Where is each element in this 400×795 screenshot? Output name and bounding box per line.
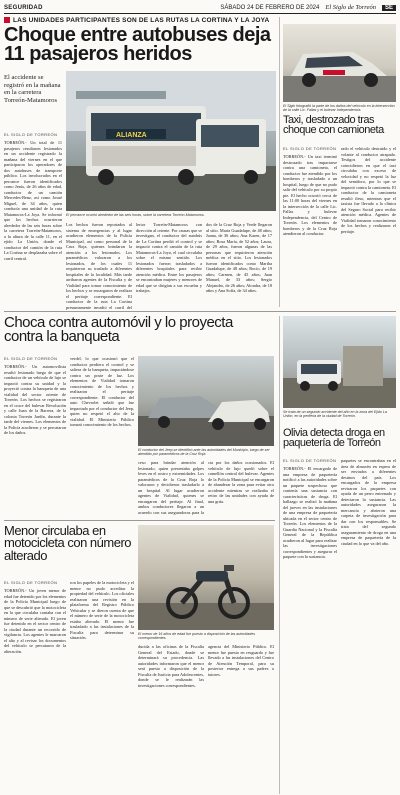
story2-headline: Taxi, destrozado tras choque con camioneta [283, 114, 384, 137]
section-divider-1 [4, 311, 396, 312]
story2-caption: El Siglo fotografió la parte de los daños del vehículo en la intersección de la calle Lic. Fallas y el bulevar Independencia. [283, 104, 395, 113]
story4-col2: paquetes se encontraban en el área de almacén en espera de ser enviados a diferentes destinos del país. Los encargados de la empresa revisaron los paquetes con ayuda de un perro entrenado y detectaron la sustancia. Las autoridades aseguraron la mercancía y abrieron una carpeta de investigación para dar con los responsables. Se trata del segundo aseguramiento de droga en una empresa de paquetería de la ciudad en lo que va del año. [341, 458, 396, 546]
story5-photo [138, 525, 274, 630]
story5-byline: EL SIGLO DE TORREÓN [4, 580, 58, 585]
story5-col1: TORREÓN.- Un joven menor de edad fue detenido por los elementos de la Policía Municipal luego de que se descubrió que la motocicleta en la que circulaba contaba con el número de serie alterado. El joven fue detenido en el sector centro de la ciudad durante un recorrido de vigilancia. Los agentes le marcaron el alto y al revisar los documentos del vehículo se percataron de la alteración. [4, 588, 66, 654]
story5-headline: Menor circulaba en motocicleta con número alterado [4, 523, 132, 563]
page-date: SÁBADO 24 DE FEBRERO DE 2024 [220, 4, 320, 11]
motorcycle-illustration [138, 525, 274, 630]
story2-col2: rado el vehículo destruido y el volante al conductor atrapado. Testigos del accidente coincidieron en que el taxi circulaba con exceso de velocidad y no respetó la luz del semáforo, por lo que se impactó contra la camioneta. El conductor de la camioneta resultó ileso, mientras que el taxista fue llevado a la clínica del Seguro Social para recibir atención médica. Agentes de Vialidad tomaron conocimiento de los hechos y realizaron el peritaje. [341, 146, 396, 234]
story1-col4: dos de la Cruz Roja y Verde llegaron al sitio. María Guadalupe, de 48 años; Juana, de 36 años; Ana Karen, de 17 años; Rosa María, de 52 años; Laura, de 29 años, fueron algunas de las personas que requirieron atención médica en el sitio. Los lesionados fueron identificados como Martha Guadalupe, de 48 años; Rocío, de 19 años; Carmen, de 45 años; Juan Manuel, de 33 años; Sergio Alejandro, de 26 años; Alondra, de 18 años y Ana Sofía, de 34 años. [206, 222, 272, 293]
story2-byline: EL SIGLO DE TORREÓN [283, 146, 337, 151]
car-crash-illustration [138, 356, 274, 446]
story3-headline: Choca contra automóvil y lo proyecta contra la banqueta [4, 314, 233, 346]
story5-caption: El menor de 16 años de edad fue puesto a disposición de las autoridades correspondientes. [138, 632, 256, 641]
story2-photo [283, 24, 396, 102]
story1-photo [66, 71, 276, 211]
edition-badge: SE [382, 5, 396, 11]
section-divider-2 [4, 520, 275, 521]
story4-col1: TORREÓN.- El encargado de una empresa de paquetería notificó a las autoridades sobre un paquete sospechoso que contenía una sustancia con características de droga. El hallazgo se realizó la mañana del jueves en las instalaciones de una empresa de paquetería ubicada en el sector centro de Torreón. Los elementos de la Guardia Nacional y la Fiscalía General de la República acudieron al lugar para realizar las investigaciones correspondientes y asegurar el paquete con la sustancia. [283, 466, 337, 559]
story3-col1: TORREÓN.- Un automovilista resultó lesionado luego de que el conductor de un vehículo de lujo se impactó contra su unidad y la proyectó contra la banqueta de una vialidad del sector oriente de Torreón. Los hechos se registraron en el cruce del bulevar Revolución y calle Juan de la Barrera, de la colonia Torreón Jardín, durante la tarde del viernes. Los elementos de la Policía acudieron y se percataron de los daños. [4, 364, 66, 435]
story4-caption: Se trata de un segundo accidente del año en la zona del Ejido La Unión, en la periferia de la ciudad de Torreón. [283, 410, 387, 419]
bus-sign: ALIANZA [116, 132, 147, 139]
story1-caption: El percance ocurrió alrededor de las seis horas, sobre la carretera Torreón-Matamoros. [66, 213, 205, 217]
story3-caption: El conductor del Jeep se identificó ante las autoridades del Municipio, luego de ser atendido por paramédicos de la Cruz Roja. [138, 448, 270, 457]
story1-col1: TORREÓN.- Un total de 11 pasajeros resultaron lesionados en un accidente registrado la mañana del viernes en el que participaron los operadores de dos autobuses de transporte público. Los involucrados en el percance fueron identificados como Jesús, de 26 años de edad, conductor de un camión Mercedes-Benz, así como Josué Miguel, de 34 años, quien conducía una unidad de la ruta Matamoros-La Joya. Se informó que los hechos ocurrieron alrededor de las seis horas sobre la carretera Torreón-Matamoros, a la altura de la calle 11, en el ejido La Unión, donde el conductor del camión de la ruta La Cortina se desplazaba sobre el carril central. [4, 140, 62, 261]
section-label: SEGURIDAD [4, 4, 43, 11]
taxi-crash-illustration [283, 24, 396, 102]
story3-col4: cia por los daños ocasionados. El vehículo de lujo quedó sobre el camellón central del bulevar. Agentes de la Policía Municipal se encargaron de abanderar la zona para evitar otro accidente mientras se realizaba el retiro de las unidades con ayuda de una grúa. [208, 460, 274, 504]
story3-col2: verdel, lo que ocasionó que el conductor perdiera el control y se saliera de la banqueta, impactándose contra un poste de luz. Los elementos de Vialidad tomaron conocimiento de los hechos y realizaron el peritaje correspondiente. El conductor del auto Chevrolet señaló que fue impactado por el conductor del Jeep, quien no respetó el alto de la vialidad. El Ministerio Público tomará conocimiento de los hechos. [70, 356, 134, 427]
story1-byline: EL SIGLO DE TORREÓN [4, 132, 58, 137]
story4-headline: Olivia detecta droga en paquetería de Torreón [283, 427, 385, 450]
story5-col2: ron los papeles de la motocicleta y el menor no pudo acreditar la propiedad del vehículo. Los oficiales realizaron una revisión en la plataforma del Registro Público Vehicular y se dieron cuenta de que el número de serie de la motocicleta estaba alterado. El menor fue trasladado a las instalaciones de la Fiscalía para determinar su situación. [70, 580, 134, 640]
story5-col4: agencia del Ministerio Público. El menor fue puesto en resguardo y fue llevado a las instalaciones del Centro de Atención Temporal, para su posterior entrega a sus padres o tutores. [208, 644, 274, 677]
kicker-marker [4, 17, 10, 23]
page-header [4, 2, 396, 14]
story3-col3: ceso para brindar atención al lesionado, quien presentaba golpes leves en el rostro y extremidades. Los paramédicos de la Cruz Roja lo valoraron y decidieron trasladarlo a un hospital. Al lugar acudieron agentes de Vialidad, quienes se encargaron del peritaje. Al final, ambos conductores llegaron a un acuerdo con sus aseguradoras para la [138, 460, 204, 515]
story5-col3: ducida a las oficinas de la Fiscalía General del Estado, donde se determinará su procedencia. Las autoridades informaron que el menor será puesto a disposición de la Fiscalía de Justicia para Adolescentes, donde se le realizarán las investigaciones correspondientes. [138, 644, 204, 688]
story1-headline: Choque entre autobuses deja 11 pasajeros heridos [4, 24, 271, 65]
story2-col1: TORREÓN.- Un taxi terminó destrozado tras impactarse contra una camioneta, el conductor fue atendido por los bomberos y trasladado a un hospital, luego de que no pudo salir del vehículo por su propio pie. El hecho ocurrió cerca de las 11:00 horas del viernes en la intersección de la calle Lic. Fallas y bulevar Independencia, del Centro de Torreón. Los elementos de bomberos y de la Cruz Roja atendieron al conductor. [283, 154, 337, 236]
story4-photo [283, 316, 396, 408]
story1-col2: Los hechos fueron reportados al sistema de emergencias y al lugar acudieron elementos de la Policía Municipal, así como personal de la Cruz Roja, quienes brindaron la atención a los lesionados. Los paramédicos valoraron a los lesionados, de los cuales 11 requirieron su traslado a diferentes hospitales de la localidad. Más tarde arribaron agentes de la Fiscalía y de Vialidad para tomar conocimiento de los hechos y se encargaron de realizar el peritaje correspondiente. El conductor de la ruta La Cortina presuntamente invadió el carril del [66, 222, 132, 310]
story3-byline: EL SIGLO DE TORREÓN [4, 356, 58, 361]
story4-byline: EL SIGLO DE TORREÓN [283, 458, 337, 463]
story1-col3: lerior Torreón-Matamoros con dirección al oriente. Por causas que se investigan, el conductor del autobús de La Cortina perdió el control y se impactó contra el camión de la ruta Matamoros-La Joya, el cual circulaba sobre el mismo sentido. Los lesionados fueron trasladados a diferentes hospitales para recibir atención médica. Entre los pasajeros se encontraban mujeres y menores de edad que se dirigían a sus escuelas y trabajos. [136, 222, 202, 293]
scene-illustration [283, 316, 396, 408]
column-divider-2 [279, 316, 280, 794]
column-divider [279, 17, 280, 307]
story1-kicker: LAS UNIDADES PARTICIPANTES SON DE LAS RUTAS LA CORTINA Y LA JOYA [4, 17, 394, 24]
bus-crash-illustration [66, 71, 276, 211]
masthead: El Siglo de Torreón [325, 4, 376, 11]
story3-photo [138, 356, 274, 446]
story1-deck: El accidente se registró en la mañana en la carretera Torreón-Matamoros [4, 74, 61, 104]
